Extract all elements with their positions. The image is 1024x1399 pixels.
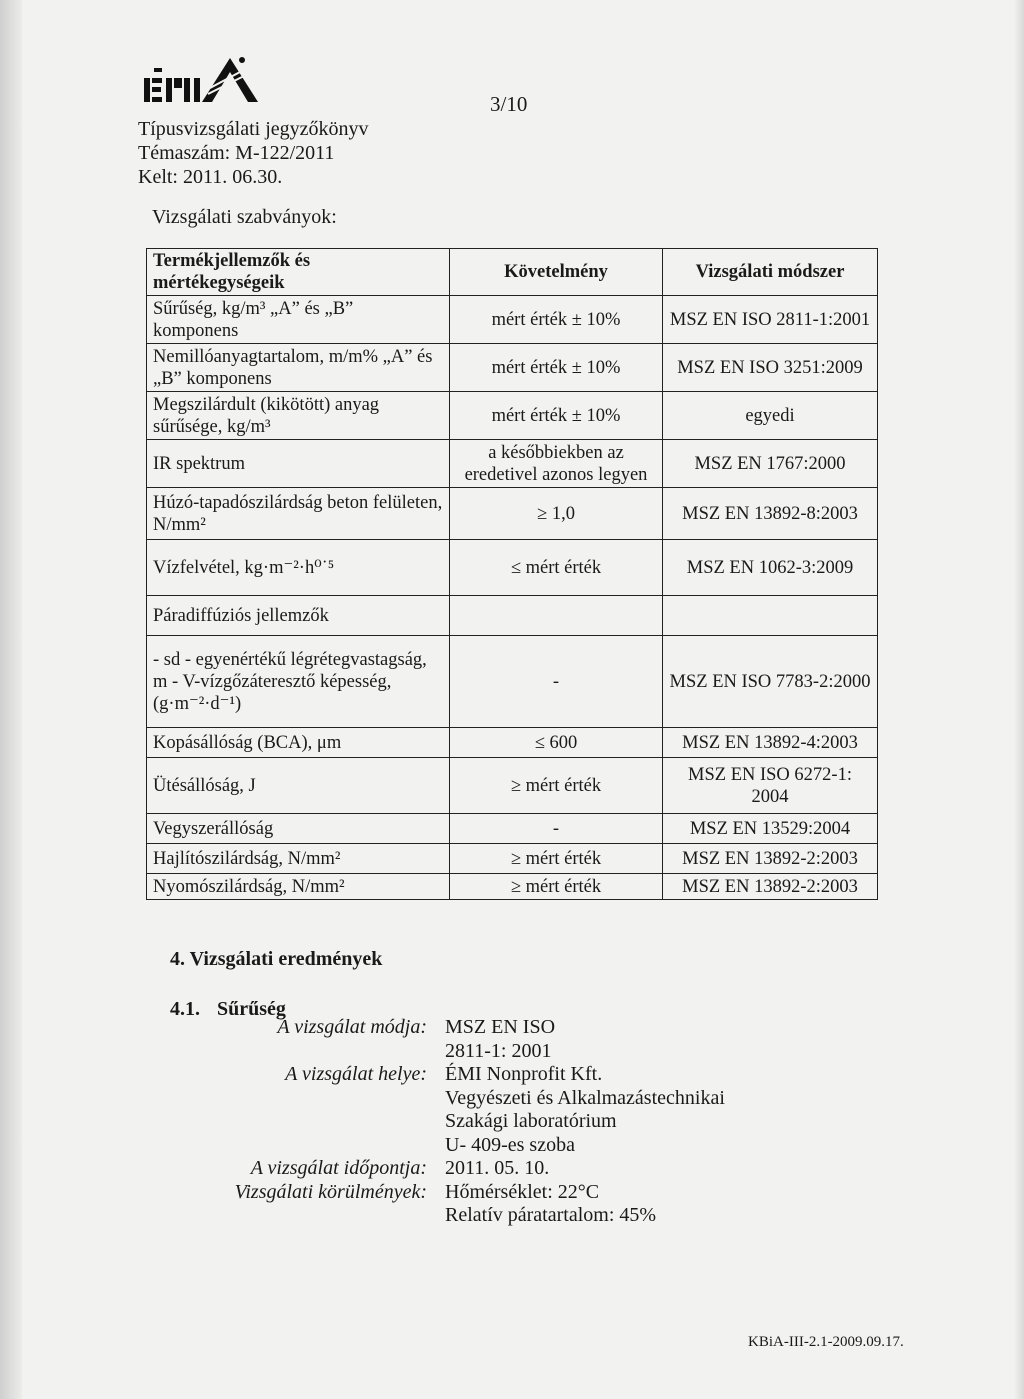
cell-property: Páradiffúziós jellemzők	[147, 596, 450, 636]
section-number: 4.	[170, 948, 185, 970]
detail-value: Vegyészeti és Alkalmazástechnikai	[445, 1086, 725, 1109]
cell-requirement: -	[450, 636, 663, 728]
cell-property: Nemillóanyagtartalom, m/m% „A” és „B” komponens	[147, 344, 450, 392]
table-row	[147, 440, 878, 488]
detail-value: Hőmérséklet: 22°C	[445, 1180, 600, 1203]
table-row	[147, 392, 878, 440]
section-4-heading	[170, 948, 382, 971]
table-row	[147, 344, 878, 392]
detail-value: MSZ EN ISO	[445, 1016, 556, 1038]
table-row	[147, 296, 878, 344]
cell-property: Megszilárdult (kikötött) anyag sűrűsége, kg/m³	[147, 392, 450, 440]
cell-property: Hajlítószilárdság, N/mm²	[147, 844, 450, 874]
section-title: Sűrűség	[217, 998, 286, 1020]
detail-label: A vizsgálat időpontja:	[250, 1157, 427, 1179]
cell-property: Húzó-tapadószilárdság beton felületen, N/mm²	[147, 488, 450, 540]
cell-requirement: ≥ 1,0	[450, 488, 663, 540]
cell-requirement	[450, 596, 663, 636]
table-row	[147, 814, 878, 844]
standards-heading: Vizsgálati szabványok:	[152, 206, 337, 228]
cell-requirement: ≥ mért érték	[450, 874, 663, 900]
detail-time	[180, 1157, 780, 1181]
cell-method: MSZ EN 13892-4:2003	[663, 728, 878, 758]
detail-value: Relatív páratartalom: 45%	[445, 1204, 657, 1226]
detail-value: Szakági laboratórium	[445, 1110, 617, 1132]
detail-method	[180, 1016, 780, 1063]
cell-requirement: mért érték ± 10%	[450, 344, 663, 392]
cell-method: MSZ EN ISO 3251:2009	[663, 344, 878, 392]
standards-table	[146, 248, 878, 900]
cell-requirement: ≥ mért érték	[450, 758, 663, 814]
cell-method: MSZ EN ISO 7783-2:2000	[663, 636, 878, 728]
table-row	[147, 636, 878, 728]
cell-method: MSZ EN 1062-3:2009	[663, 540, 878, 596]
scan-edge-left	[0, 0, 22, 1399]
detail-value: ÉMI Nonprofit Kft.	[445, 1063, 603, 1085]
table-row	[147, 874, 878, 900]
table-row	[147, 728, 878, 758]
cell-property: Sűrűség, kg/m³ „A” és „B” komponens	[147, 296, 450, 344]
section-title: Vizsgálati eredmények	[189, 948, 383, 970]
table-row	[147, 596, 878, 636]
detail-conditions	[180, 1181, 780, 1228]
section-number: 4.1.	[170, 998, 200, 1020]
detail-place	[180, 1063, 780, 1157]
cell-requirement: ≥ mért érték	[450, 844, 663, 874]
cell-property: - sd - egyenértékű légrétegvastagság, m - V-vízgőzáteresztő képesség, (g·m⁻²·d⁻¹)	[147, 636, 450, 728]
cell-requirement: ≤ 600	[450, 728, 663, 758]
test-details	[180, 1016, 780, 1228]
table-row	[147, 758, 878, 814]
column-header-requirement: Követelmény	[450, 249, 663, 296]
detail-label: A vizsgálat módja:	[277, 1016, 427, 1038]
table-row	[147, 488, 878, 540]
cell-method	[663, 596, 878, 636]
cell-method: MSZ EN 1767:2000	[663, 440, 878, 488]
table-row	[147, 540, 878, 596]
document-header	[138, 117, 369, 189]
detail-label: A vizsgálat helye:	[285, 1063, 427, 1085]
detail-value: 2811-1: 2001	[445, 1039, 552, 1062]
cell-requirement: mért érték ± 10%	[450, 296, 663, 344]
cell-method: MSZ EN ISO 6272-1: 2004	[663, 758, 878, 814]
footer-code: KBiA-III-2.1-2009.09.17.	[748, 1334, 904, 1350]
page-number: 3/10	[490, 92, 528, 116]
cell-property: Kopásállóság (BCA), μm	[147, 728, 450, 758]
cell-method: egyedi	[663, 392, 878, 440]
emi-logo	[144, 54, 262, 104]
detail-value: 2011. 05. 10.	[445, 1157, 550, 1179]
table-header-row	[147, 249, 878, 296]
scan-edge-right	[1014, 0, 1024, 1399]
cell-property: Vízfelvétel, kg·m⁻²·h⁰˙⁵	[147, 540, 450, 596]
cell-requirement: a későbbiekben az eredetivel azonos legyen	[450, 440, 663, 488]
document-type: Típusvizsgálati jegyzőkönyv	[138, 118, 369, 140]
cell-method: MSZ EN 13892-2:2003	[663, 844, 878, 874]
cell-property: Nyomószilárdság, N/mm²	[147, 874, 450, 900]
column-header-property: Termékjellemzők és mértékegységeik	[147, 249, 450, 296]
cell-method: MSZ EN 13529:2004	[663, 814, 878, 844]
subject-number: Témaszám: M-122/2011	[138, 142, 335, 164]
cell-method: MSZ EN 13892-2:2003	[663, 874, 878, 900]
cell-method: MSZ EN 13892-8:2003	[663, 488, 878, 540]
detail-label: Vizsgálati körülmények:	[234, 1180, 427, 1203]
detail-value: U- 409-es szoba	[445, 1133, 575, 1156]
cell-method: MSZ EN ISO 2811-1:2001	[663, 296, 878, 344]
cell-property: IR spektrum	[147, 440, 450, 488]
document-date: Kelt: 2011. 06.30.	[138, 166, 283, 188]
cell-requirement: -	[450, 814, 663, 844]
column-header-method: Vizsgálati módszer	[663, 249, 878, 296]
cell-property: Vegyszerállóság	[147, 814, 450, 844]
cell-requirement: mért érték ± 10%	[450, 392, 663, 440]
table-row	[147, 844, 878, 874]
cell-property: Ütésállóság, J	[147, 758, 450, 814]
cell-requirement: ≤ mért érték	[450, 540, 663, 596]
